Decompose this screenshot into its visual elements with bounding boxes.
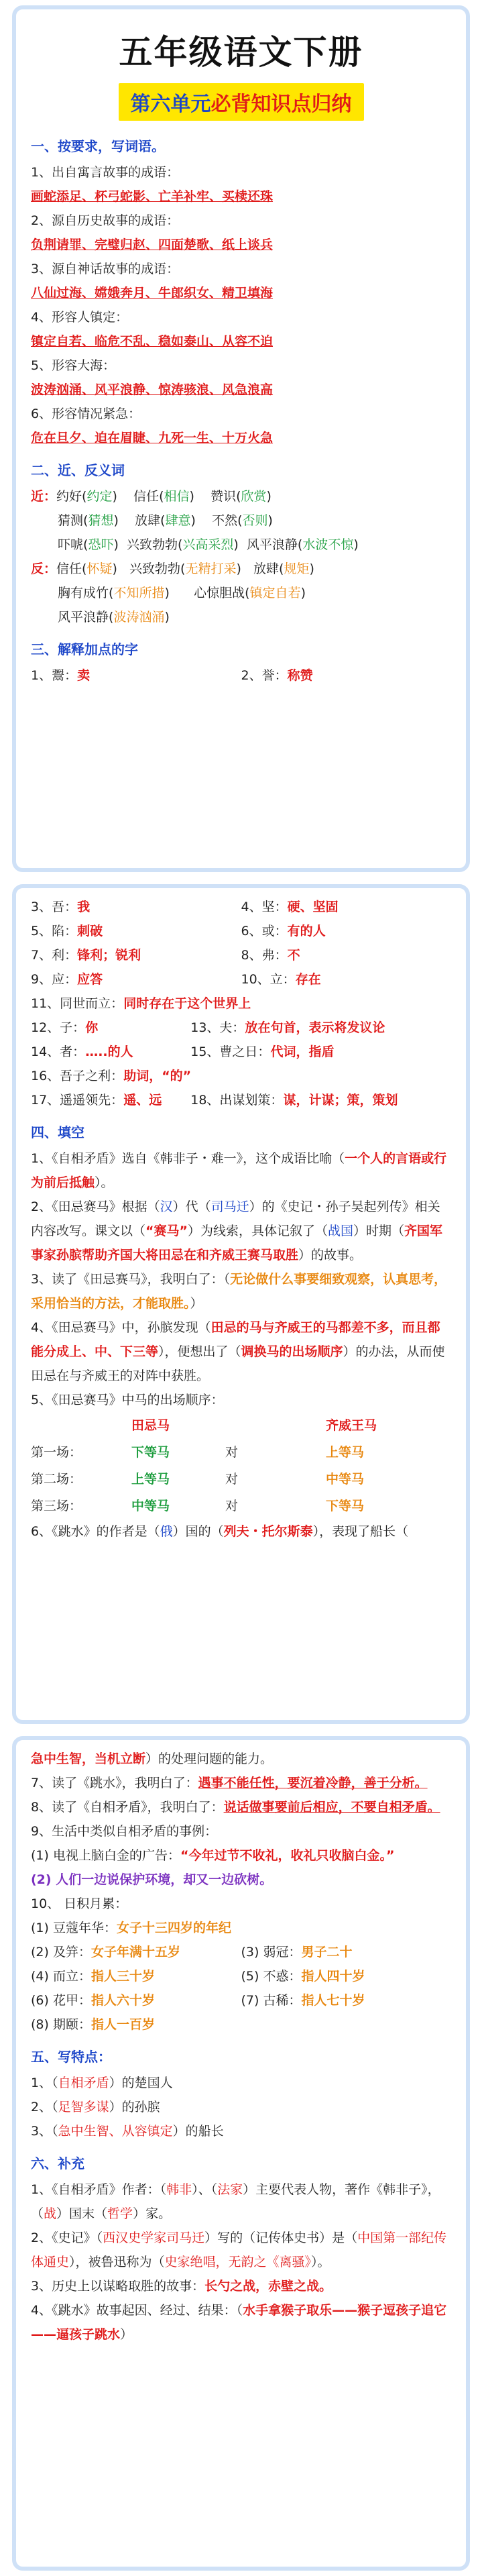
explain-row-3	[31, 919, 451, 943]
text-s5-items-2-a: 3、（	[31, 2124, 58, 2139]
section-heading-1: 一、按要求，写词语。	[31, 138, 165, 154]
trait-1	[31, 2071, 451, 2095]
text-s4-q2a: 2、《田忌赛马》根据（	[31, 1199, 160, 1214]
text-s5-items-2-b: 急中生智、从容镇定	[58, 2124, 173, 2139]
text-s4-table-rows-2-vs: 对	[225, 1499, 239, 1513]
section-heading-4: 四、填空	[31, 1124, 84, 1140]
panel-1	[12, 5, 470, 872]
text-s6-q2b: 西汉史学家司马迁	[103, 2231, 205, 2245]
text-s3-items-9-n: 10、立：	[241, 972, 296, 987]
cell	[241, 1964, 452, 1988]
text-s3-items-6-v: 锋利；锐利	[77, 948, 141, 963]
antonym-row-2: 胸有成竹(不知所措) 心惊胆战(镇定自若)	[58, 586, 306, 600]
section-heading-2: 二、近、反义词	[31, 462, 125, 478]
text-s6-q2a: 2、《史记》（	[31, 2231, 103, 2245]
text-s4-q2f: “赛马”	[145, 1224, 188, 1238]
text-s2-f1-4: 放肆	[253, 561, 279, 576]
text-s2-j3-2: 兴致勃勃	[126, 537, 178, 552]
text-s3-items-3-v: 硬、坚固	[287, 900, 339, 914]
cell	[225, 1412, 326, 1439]
cell	[31, 1988, 241, 2012]
text-s5-items-0-b: 自相矛盾	[58, 2076, 109, 2090]
text-s2-f3-0: 风平浪静	[58, 610, 109, 625]
text-s6-q1e: ）主要代表人物，著作《韩非子》，（	[31, 2182, 440, 2221]
text-s2-j3-0: 吓唬	[58, 537, 84, 552]
supp-3	[31, 2274, 451, 2298]
text-s6-q2g: ）。	[311, 2255, 330, 2269]
text-s4-table-rows-1-vs: 对	[225, 1472, 239, 1487]
cell	[31, 943, 241, 967]
q2: 2、源自历史故事的成语：	[31, 213, 180, 228]
a6: 危在旦夕、迫在眉睫、九死一生、十万火急	[31, 431, 274, 445]
text-s3-items-9-v: 存在	[295, 972, 321, 987]
text-s4-table-h1: 田忌马	[131, 1418, 170, 1433]
text-s2-j1-0: 约好	[56, 489, 82, 504]
synonym-row-2: 猜测(猜想) 放肆(肆意) 不然(否则)	[58, 513, 273, 528]
text-s4-table-rows-2-a: 中等马	[131, 1499, 170, 1513]
text-s3-i11n: 11、同世而立：	[31, 996, 124, 1011]
text-s3-items-1-n: 2、誉：	[241, 668, 288, 683]
text-s4-table-rows-0-b: 上等马	[326, 1445, 365, 1460]
text-s6-q2c: ）写的（记传体史书）是（	[204, 2231, 358, 2245]
fill-5: 5、《田忌赛马》中马的出场顺序：	[31, 1393, 224, 1407]
cell	[31, 967, 241, 991]
text-s2-f2-0: 胸有成竹	[58, 586, 109, 600]
explain-row-12	[31, 1016, 451, 1040]
text-s3-items-7-v: 不	[287, 948, 300, 963]
text-s4-table-h2: 齐威王马	[326, 1418, 377, 1433]
text-s2-j1-4: 赞识	[210, 489, 237, 504]
text-s3-i16v: 助词，“的”	[123, 1069, 192, 1083]
text-s2-j3-1: 恐吓	[88, 537, 114, 552]
text-s6-q4a: 4、《跳水》故事起因、经过、结果：（	[31, 2303, 243, 2318]
fill-9-2: (2) 人们一边说保护环境，却又一边砍树。	[31, 1872, 273, 1887]
text-s4-table-rows-1-b: 中等马	[326, 1472, 365, 1487]
text-s3-items-2-n: 3、吾：	[31, 900, 78, 914]
text-s6-q4b: 水手拿猴子取乐——猴子逗孩子追它——逼孩子跳水	[31, 2303, 447, 2342]
text-s4-q2d: 司马迁	[210, 1199, 249, 1214]
text-s4-table-rows-1-a: 上等马	[131, 1472, 170, 1487]
text-s2-j2-2: 放肆	[135, 513, 161, 528]
text-s4-q6e: ），表现了船长（	[312, 1524, 409, 1539]
text-s4-q2g: ）为线索，具体记叙了（	[188, 1224, 328, 1238]
text-s2-f1-1: 怀疑	[86, 561, 113, 576]
fill-10: 10、 日积月累：	[31, 1896, 128, 1911]
text-s2-j3-4: 风平浪静	[246, 537, 298, 552]
q1: 1、出自寓言故事的成语：	[31, 165, 180, 180]
text-s4-ages-0-v: 女子十三四岁的年纪	[116, 1921, 231, 1935]
text-s4-q2k: ）的故事。	[298, 1248, 363, 1263]
text-s4-q2j: 齐国军事家孙膑帮助齐国大将田忌在和齐威王赛马取胜	[31, 1224, 443, 1263]
text-s3-i16n: 16、吾子之利：	[31, 1069, 124, 1083]
text-s6-q1a: 1、《自相矛盾》作者：（	[31, 2182, 167, 2197]
fill-6-start	[31, 1519, 451, 1544]
age-row-4	[31, 1988, 451, 2012]
age-1	[31, 1916, 451, 1940]
explain-11	[31, 991, 451, 1016]
text-s2-j2-1: 猜想	[88, 513, 114, 528]
q6: 6、形容情况紧急：	[31, 407, 141, 421]
cell	[31, 1940, 241, 1964]
text-s4-q6a: 6、《跳水》的作者是（	[31, 1524, 160, 1539]
section-heading-5: 五、写特点：	[31, 2049, 111, 2065]
cell	[31, 1964, 241, 1988]
text-s4-ages-3-v: 指人六十岁	[91, 1993, 155, 2008]
text-s6-q1h: 哲学	[107, 2206, 133, 2221]
antonym-row-1: 反：信任(怀疑) 兴致勃勃(无精打采) 放肆(规矩)	[31, 561, 314, 576]
age-8	[31, 2012, 451, 2037]
text-s4-q2i: ）时期（	[353, 1224, 405, 1238]
text-s6-q1d: 法家	[217, 2182, 243, 2197]
text-s4-ages-1-n2: (3) 弱冠：	[241, 1945, 302, 1960]
text-s3-i11v: 同时存在于这个世界上	[123, 996, 251, 1011]
text-s4-q2h: 战国	[328, 1224, 354, 1238]
horse-table-header	[31, 1412, 451, 1439]
fill-9: 9、生活中类似自相矛盾的事例：	[31, 1824, 218, 1839]
fill-1	[31, 1146, 451, 1195]
explain-row-2	[31, 895, 451, 919]
text-s4-q4a: 4、《田忌赛马》中，孙膑发现（	[31, 1320, 211, 1335]
age-row-3	[31, 1964, 451, 1988]
cell	[31, 1412, 131, 1439]
text-s3-items-5-v: 有的人	[287, 924, 326, 938]
explain-row-1	[31, 663, 451, 688]
text-s2-f1-2: 兴致勃勃	[129, 561, 181, 576]
cell	[190, 1040, 451, 1064]
text-s4-q1c: ）。	[95, 1175, 114, 1190]
page-title: 五年级语文下册	[119, 33, 363, 72]
text-s3-i14n: 14、者：	[31, 1044, 86, 1059]
cell	[241, 1988, 452, 2012]
text-s3-i17n: 17、遥遥领先：	[31, 1093, 124, 1108]
text-s5-items-0-c: ）的楚国人	[109, 2076, 173, 2090]
fill-7	[31, 1771, 451, 1795]
section-heading-3: 三、解释加点的字	[31, 641, 138, 657]
cell	[241, 919, 452, 943]
text-s2-j2-0: 猜测	[58, 513, 84, 528]
text-s6-q1i: ）家。	[133, 2206, 172, 2221]
text-s5-items-2-c: ）的船长	[172, 2124, 224, 2139]
text-s3-items-0-n: 1、鬻：	[31, 668, 78, 683]
text-s4-q7a: 7、读了《跳水》，我明白了：	[31, 1776, 198, 1790]
age-row-2	[31, 1940, 451, 1964]
horse-table-row-3	[31, 1493, 451, 1519]
text-s4-ages-1-v2: 男子二十	[301, 1945, 353, 1960]
banner-unit: 第六单元	[130, 93, 211, 116]
explain-row-17	[31, 1088, 451, 1112]
fill-4	[31, 1316, 451, 1388]
text-s2-j2-4: 不然	[212, 513, 238, 528]
text-s4-table-rows-2-b: 下等马	[326, 1499, 365, 1513]
text-s2-j1-1: 约定	[86, 489, 113, 504]
text-s2-j2-5: 否则	[242, 513, 268, 528]
explain-row-5	[31, 967, 451, 991]
text-s3-items-1-v: 称赞	[287, 668, 313, 683]
text-s4-table-rows-0-a: 下等马	[131, 1445, 170, 1460]
text-s4-ages-2-v2: 指人四十岁	[301, 1969, 365, 1984]
text-s2-f2-2: 心惊胆战	[194, 586, 245, 600]
cell	[31, 1088, 190, 1112]
text-s4-table-rows-2-r: 第三场：	[31, 1499, 82, 1513]
text-s4-ages-3-n: (6) 花甲：	[31, 1993, 91, 2008]
text-s4-q2e: ）的《史记・孙子吴起列传》相关内容改写。课文以（	[31, 1199, 440, 1238]
fill-2	[31, 1195, 451, 1267]
text-s4-q4d: 调换马的出场顺序	[241, 1344, 343, 1359]
panel-2	[12, 884, 470, 1724]
text-s2-f3-1: 波涛汹涌	[113, 610, 165, 625]
text-s4-q2b: 汉	[160, 1199, 173, 1214]
explain-16	[31, 1064, 451, 1088]
antonym-label: 反：	[31, 561, 57, 576]
text-s4-table-rows-1-r: 第二场：	[31, 1472, 82, 1487]
text-s3-items-8-n: 9、应：	[31, 972, 78, 987]
horse-table-row-2	[31, 1466, 451, 1493]
text-s4-ages-0-n: (1) 豆蔻年华：	[31, 1921, 117, 1935]
text-s3-i15n: 15、曹之日：	[190, 1044, 271, 1059]
text-s5-items-0-a: 1、（	[31, 2076, 58, 2090]
cell	[241, 967, 452, 991]
text-s4-ages-2-n: (4) 而立：	[31, 1969, 91, 1984]
text-s4-ages-4-v: 指人一百岁	[91, 2017, 155, 2032]
q4: 4、形容人镇定：	[31, 310, 129, 325]
section-heading-6: 六、补充	[31, 2155, 84, 2171]
text-s4-q4e: ）的办法，从而使田忌在与齐威王的对阵中获胜。	[31, 1344, 445, 1383]
text-s4-ages-3-n2: (7) 古稀：	[241, 1993, 302, 2008]
text-s4-q4b: 田忌的马与齐威王的马都差不多，而且都能分成上、中、下三等	[31, 1320, 440, 1359]
a4: 镇定自若、临危不乱、稳如泰山、从容不迫	[31, 334, 274, 349]
text-s6-q2f: 史家绝唱，无韵之《离骚》	[164, 2255, 312, 2269]
text-s6-q4c: ）	[120, 2327, 133, 2342]
text-s4-q9a1: (1) 电视上脑白金的广告：	[31, 1848, 180, 1863]
text-s4-q4c: ），便想出了（	[158, 1344, 241, 1359]
fill-6-end	[31, 1747, 451, 1771]
text-s6-q1f: 战	[44, 2206, 57, 2221]
text-s3-items-7-n: 8、弗：	[241, 948, 288, 963]
explain-row-4	[31, 943, 451, 967]
antonym-row-3: 风平浪静(波涛汹涌)	[58, 610, 170, 625]
text-s4-ages-2-v: 指人三十岁	[91, 1969, 155, 1984]
text-s3-i15v: 代词，指盾	[270, 1044, 335, 1059]
text-s2-j3-5: 水波不惊	[302, 537, 354, 552]
cell	[190, 1016, 451, 1040]
text-s2-j1-3: 相信	[164, 489, 190, 504]
text-s4-q3c: ）	[190, 1296, 203, 1311]
q5: 5、形容大海：	[31, 358, 116, 373]
text-s6-q3a: 3、历史上以谋略取胜的故事：	[31, 2279, 205, 2294]
trait-3	[31, 2119, 451, 2143]
text-s4-q3b: 无论做什么事要细致观察，认真思考，采用恰当的方法，才能取胜。	[31, 1272, 447, 1311]
text-s6-q2e: ），被鲁迅称为（	[69, 2255, 165, 2269]
text-s4-q1b: 一个人的言语或行为前后抵触	[31, 1151, 447, 1190]
text-s4-q3a: 3、读了《田忌赛马》，我明白了：（	[31, 1272, 231, 1287]
text-s3-i13n: 13、夫：	[190, 1020, 245, 1035]
a3: 八仙过海、嫦娥奔月、牛郎织女、精卫填海	[31, 286, 274, 301]
panel-3	[12, 1736, 470, 2571]
cell	[241, 1940, 452, 1964]
q3: 3、源自神话故事的成语：	[31, 262, 180, 276]
text-s4-table-rows-0-r: 第一场：	[31, 1445, 82, 1460]
cell	[31, 919, 241, 943]
text-s3-i17v: 遥、远	[123, 1093, 162, 1108]
text-s4-ages-4-n: (8) 期颐：	[31, 2017, 91, 2032]
text-s5-items-1-b: 足智多谋	[58, 2100, 109, 2114]
text-s3-i18v: 谋，计谋；策，策划	[283, 1093, 398, 1108]
text-s3-items-3-n: 4、坚：	[241, 900, 288, 914]
text-s3-i18n: 18、出谋划策：	[190, 1093, 284, 1108]
a1: 画蛇添足、杯弓蛇影、亡羊补牢、买椟还珠	[31, 189, 274, 204]
text-s2-j2-3: 肆意	[165, 513, 191, 528]
text-s4-q8b: 说话做事要前后相应，不要自相矛盾。	[223, 1800, 440, 1815]
text-s6-q2d: 中国第一部纪传体通史	[31, 2231, 447, 2269]
text-s4-q9a2: “今年过节不收礼，收礼只收脑白金。”	[180, 1848, 395, 1863]
text-s3-items-2-v: 我	[77, 900, 91, 914]
text-s4-q1a: 1、《自相矛盾》选自《韩非子・难一》，这个成语比喻（	[31, 1151, 345, 1166]
synonym-label: 近：	[31, 489, 57, 504]
text-s4-ages-2-n2: (5) 不惑：	[241, 1969, 302, 1984]
text-s6-q1c: ）、（	[192, 2182, 218, 2197]
text-s4-ages-1-n: (2) 及笄：	[31, 1945, 91, 1960]
horse-table-row-1	[31, 1439, 451, 1466]
text-s4-q6d: 列夫・托尔斯泰	[223, 1524, 313, 1539]
text-s2-j1-5: 欣赏	[241, 489, 267, 504]
text-s6-q1b: 韩非	[166, 2182, 192, 2197]
unit-banner	[119, 83, 364, 121]
text-s2-f1-5: 规矩	[284, 561, 310, 576]
a5: 波涛汹涌、风平浪静、惊涛骇浪、风急浪高	[31, 382, 274, 397]
fill-3	[31, 1267, 451, 1316]
text-s2-f1-0: 信任	[56, 561, 82, 576]
cell	[31, 1016, 190, 1040]
text-s3-i12n: 12、子：	[31, 1020, 86, 1035]
text-s4-q8a: 8、读了《自相矛盾》，我明白了：	[31, 1800, 224, 1815]
a2: 负荆请罪、完璧归赵、四面楚歌、纸上谈兵	[31, 237, 274, 252]
text-s3-items-4-n: 5、陷：	[31, 924, 78, 938]
text-s5-items-1-c: ）的孙膑	[109, 2100, 160, 2114]
text-s4-ages-1-v: 女子年满十五岁	[91, 1945, 180, 1960]
text-s4-q6b: 俄	[160, 1524, 173, 1539]
text-s2-f2-1: 不知所措	[113, 586, 165, 600]
text-s3-i13v: 放在句首，表示将发议论	[245, 1020, 385, 1035]
synonym-row-1: 近：约好(约定) 信任(相信) 赞识(欣赏)	[31, 489, 272, 504]
explain-row-14	[31, 1040, 451, 1064]
cell	[241, 663, 452, 688]
supp-4	[31, 2298, 451, 2347]
supp-2	[31, 2226, 451, 2274]
text-s2-f1-3: 无精打采	[185, 561, 237, 576]
text-s4-table-rows-0-vs: 对	[225, 1445, 239, 1460]
text-s4-q6c: ）国的（	[172, 1524, 224, 1539]
cell	[31, 1040, 190, 1064]
text-s4-q2c: ）代（	[172, 1199, 211, 1214]
fill-8	[31, 1795, 451, 1819]
cell	[190, 1088, 451, 1112]
text-s2-j1-2: 信任	[133, 489, 160, 504]
banner-subtitle: 必背知识点归纳	[210, 93, 352, 116]
cell	[31, 895, 241, 919]
text-s3-items-4-v: 刺破	[77, 924, 103, 938]
text-s3-items-0-v: 卖	[77, 668, 91, 683]
text-s4-q7b: 遇事不能任性，要沉着冷静，善于分析。	[198, 1776, 428, 1790]
text-s4-q6g: ）的处理问题的能力。	[145, 1752, 274, 1766]
text-s6-q3b: 长勺之战，赤壁之战。	[204, 2279, 333, 2294]
trait-2	[31, 2095, 451, 2119]
text-s4-ages-3-v2: 指人七十岁	[301, 1993, 365, 2008]
text-s2-f2-3: 镇定自若	[249, 586, 301, 600]
synonym-row-3: 吓唬(恐吓) 兴致勃勃(兴高采烈) 风平浪静(水波不惊)	[58, 537, 359, 552]
text-s6-q1g: ）国末（	[56, 2206, 108, 2221]
supp-1	[31, 2178, 451, 2226]
text-s3-i12v: 你	[85, 1020, 99, 1035]
text-s3-items-6-n: 7、利：	[31, 948, 78, 963]
text-s2-j3-3: 兴高采烈	[182, 537, 234, 552]
text-s3-items-8-v: 应答	[77, 972, 103, 987]
text-s3-i14v: …..的人	[85, 1044, 133, 1059]
text-s5-items-1-a: 2、（	[31, 2100, 58, 2114]
cell	[31, 663, 241, 688]
text-s3-items-5-n: 6、或：	[241, 924, 288, 938]
fill-9-1	[31, 1843, 451, 1868]
cell	[241, 895, 452, 919]
text-s4-q6f: 急中生智，当机立断	[31, 1752, 146, 1766]
cell	[241, 943, 452, 967]
